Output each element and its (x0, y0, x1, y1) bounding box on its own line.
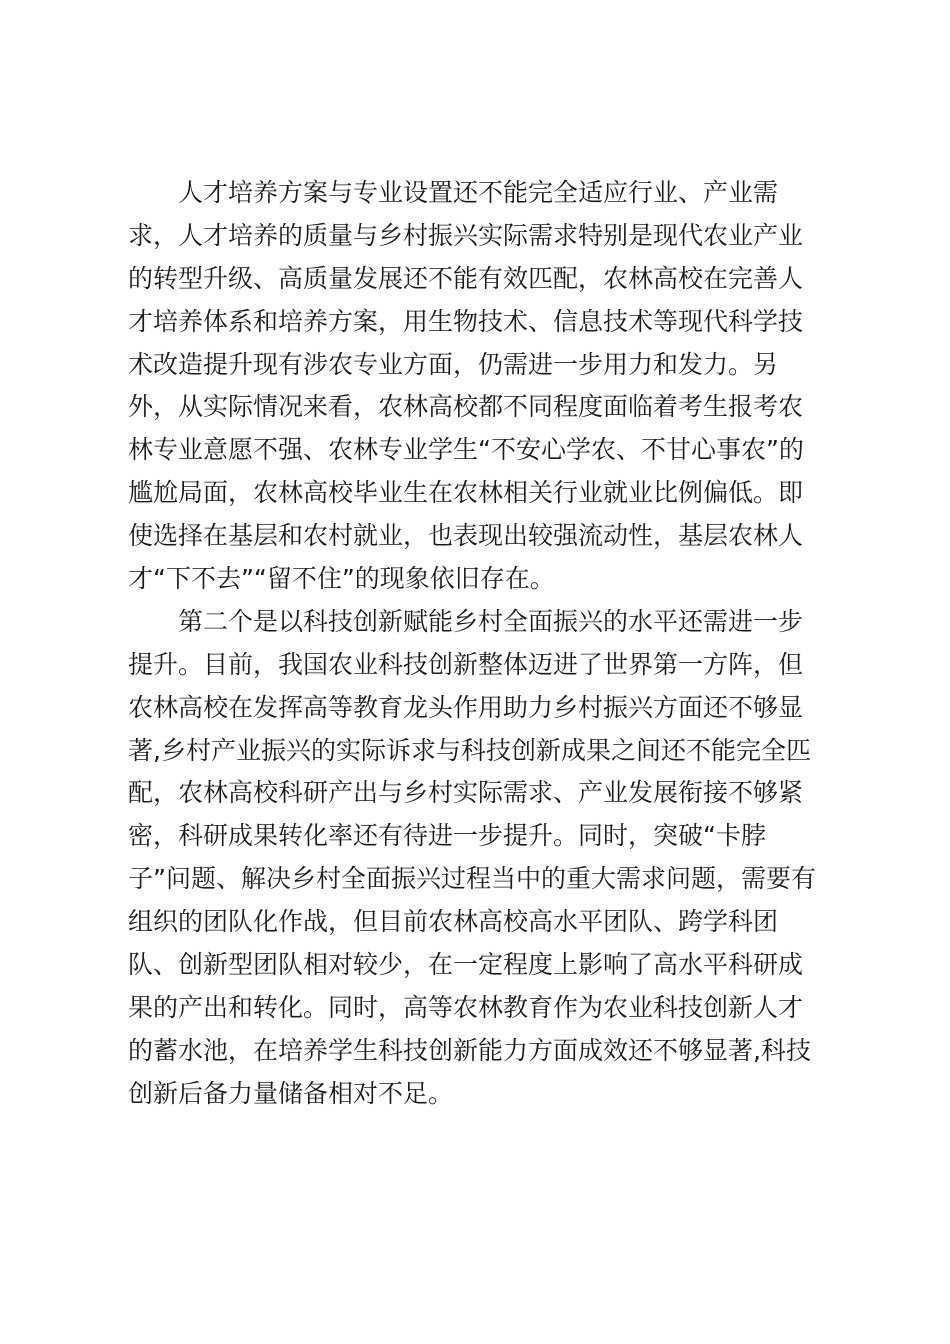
paragraph-1-line-2: 求，人才培养的质量与乡村振兴实际需求特别是现代农业产业 (128, 220, 804, 250)
paragraph-2-line-12: 创新后备力量储备相对不足。 (128, 1078, 454, 1108)
paragraph-2-line-11: 的蓄水池，在培养学生科技创新能力方面成效还不够显著,科技 (128, 1035, 811, 1065)
paragraph-2-line-5: 配，农林高校科研产出与乡村实际需求、产业发展衔接不够紧 (128, 778, 804, 808)
paragraph-1-line-9: 使选择在基层和农村就业，也表现出较强流动性，基层农林人 (128, 521, 804, 551)
paragraph-2-line-1: 第二个是以科技创新赋能乡村全面振兴的水平还需进一步 (178, 606, 804, 636)
paragraph-2-line-9: 队、创新型团队相对较少，在一定程度上影响了高水平科研成 (128, 950, 804, 980)
paragraph-2-line-8: 组织的团队化作战，但目前农林高校高水平团队、跨学科团 (128, 907, 779, 937)
paragraph-1-line-10: 才“下不去”“留不住”的现象依旧存在。 (128, 564, 555, 594)
paragraph-1-line-7: 林专业意愿不强、农林专业学生“不安心学农、不甘心事农”的 (128, 435, 804, 465)
paragraph-1-line-1: 人才培养方案与专业设置还不能完全适应行业、产业需 (178, 178, 779, 207)
paragraph-1-line-4: 才培养体系和培养方案，用生物技术、信息技术等现代科学技 (128, 306, 804, 336)
paragraph-2-line-7: 子”问题、解决乡村全面振兴过程当中的重大需求问题，需要有 (128, 864, 816, 894)
paragraph-1-line-3: 的转型升级、高质量发展还不能有效匹配，农林高校在完善人 (128, 263, 804, 293)
paragraph-1-line-6: 外，从实际情况来看，农林高校都不同程度面临着考生报考农 (128, 392, 804, 422)
body-text (128, 172, 830, 1116)
paragraph-2-line-10: 果的产出和转化。同时，高等农林教育作为农业科技创新人才 (128, 992, 804, 1022)
paragraph-1-line-8: 尴尬局面，农林高校毕业生在农林相关行业就业比例偏低。即 (128, 478, 804, 508)
paragraph-2-line-6: 密，科研成果转化率还有待进一步提升。同时，突破“卡脖 (128, 821, 766, 851)
paragraph-2-line-3: 农林高校在发挥高等教育龙头作用助力乡村振兴方面还不够显 (128, 692, 804, 722)
paragraph-2-line-2: 提升。目前，我国农业科技创新整体迈进了世界第一方阵，但 (128, 649, 804, 679)
paragraph-2-line-4: 著,乡村产业振兴的实际诉求与科技创新成果之间还不能完全匹 (128, 735, 811, 765)
paragraph-1-line-5: 术改造提升现有涉农专业方面，仍需进一步用力和发力。另 (128, 349, 779, 379)
